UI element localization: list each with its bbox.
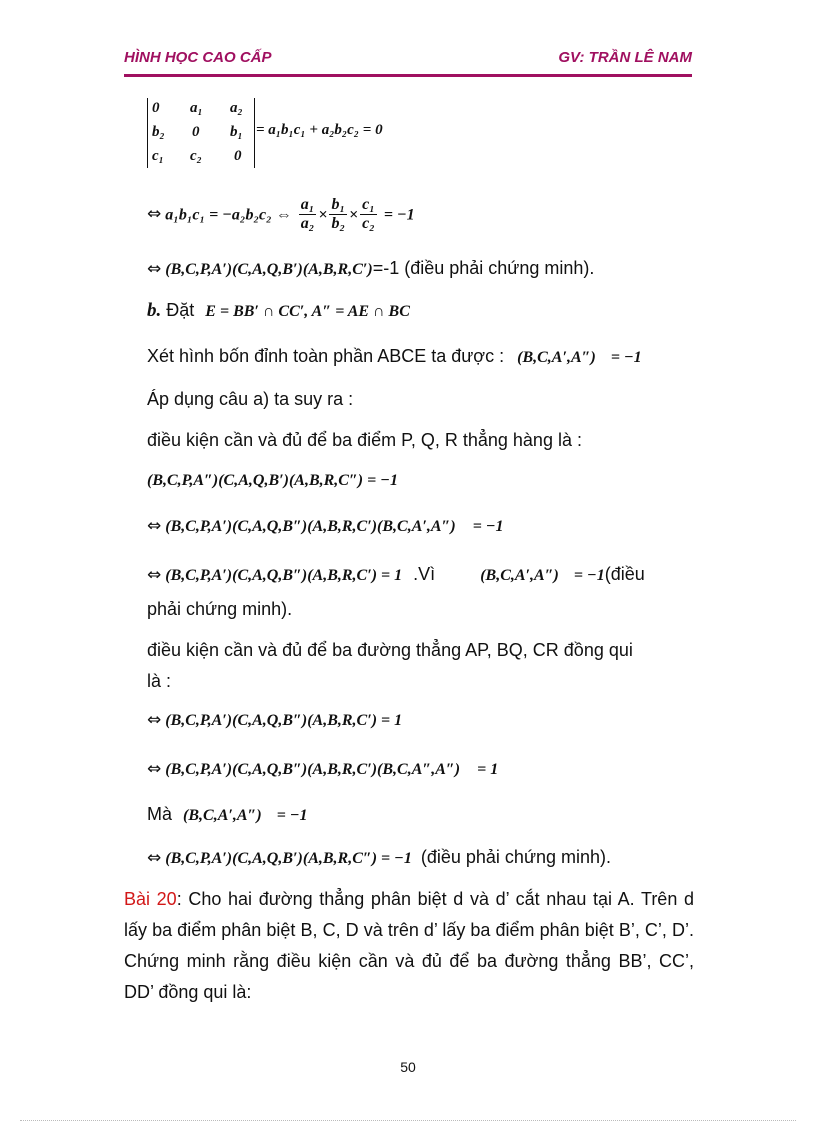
determinant-rhs: = a₁b₁c₁ + a₂b₂c₂ = 0: [256, 122, 383, 138]
equation-tail: =-1 (điều phải chứng minh).: [372, 258, 595, 278]
equation-1: ⇔ a₁b₁c₁ = −a₂b₂c₂ ⇔ $\frac{\text{a₁}}{\text{a₂}}$ × $\frac{\text{b₁}}{\text{b₂}}$ × $\frac{\text{c₁}}{\text{c₂}}$ = −1: [147, 196, 415, 232]
ma-line: Mà (B,C,A′,A″) = −1: [147, 804, 308, 824]
line-3b: phải chứng minh).: [147, 599, 293, 619]
fraction: $\frac{\text{c₁}}{\text{c₂}}$: [362, 196, 375, 232]
xet-text: Xét hình bốn đỉnh toàn phần ABCE ta được :: [147, 346, 505, 366]
fraction: $\frac{\text{b₁}}{\text{b₂}}$: [331, 196, 346, 232]
equation-part: a₁b₁c₁ = −a₂b₂c₂ ⇔: [165, 206, 292, 224]
det-cell: c₂: [190, 148, 202, 164]
dieukien-1: điều kiện cần và đủ để ba điểm P, Q, R thẳng hàng là :: [147, 430, 582, 450]
math-expression: (B,C,P,A′)(C,A,Q,B″)(A,B,R,C′)(B,C,A′,A″): [165, 518, 456, 535]
math-expression: (B,C,A′,A″): [480, 567, 559, 584]
det-cell: 0: [152, 100, 160, 116]
det-cell: b₂: [152, 124, 165, 140]
part-b-label: b.: [147, 300, 162, 321]
det-cell: a₂: [230, 100, 243, 116]
math-expression: (B,C,A′,A″): [183, 807, 262, 824]
line-3: ⇔ (B,C,P,A′)(C,A,Q,B″)(A,B,R,C′) = 1 .Vì (B,C,A′,A″) = −1(điều: [147, 564, 645, 585]
dieukien-2b: là :: [147, 671, 172, 691]
dieukien-2: điều kiện cần và đủ để ba đường thẳng AP, BQ, CR đồng qui: [147, 640, 633, 660]
math-expression: (B,C,P,A″)(C,A,Q,B′)(A,B,R,C″) = −1: [147, 472, 398, 489]
determinant: [147, 98, 255, 168]
header-title: HÌNH HỌC CAO CẤP: [124, 49, 272, 66]
header-author: GV: TRẦN LÊ NAM: [558, 49, 692, 66]
det-cell: b₁: [230, 124, 243, 140]
line-4: ⇔ (B,C,P,A′)(C,A,Q,B″)(A,B,R,C′) = 1: [147, 710, 403, 730]
math-expression: (B,C,P,A′)(C,A,Q,B″)(A,B,R,C′)(B,C,A″,A″): [165, 761, 461, 778]
apdung-line: Áp dụng câu a) ta suy ra :: [147, 389, 354, 409]
line-5: ⇔ (B,C,P,A′)(C,A,Q,B″)(A,B,R,C′)(B,C,A″,A″) = 1: [147, 759, 499, 779]
det-cell: c₁: [152, 148, 164, 164]
exercise-text: : Cho hai đường thẳng phân biệt d và d’ cắt nhau tại A. Trên d lấy ba điểm phân biệt B, C, D và trên d’ lấy ba điểm phân biệt B’, C’, D’. Chứng minh rằng điều kiện cần và đủ để ba đường thẳng BB’, CC’, DD’ đồng qui là:: [124, 889, 694, 1002]
page-header: [124, 44, 692, 77]
math-expression: (B,C,P,A′)(C,A,Q,B″)(A,B,R,C′) = 1: [165, 712, 403, 729]
equiv-symbol: ⇔: [147, 204, 162, 225]
math-expression: E = BB′ ∩ CC′, A″ = AE ∩ BC: [205, 303, 410, 320]
equation-2: ⇔ (B,C,P,A′)(C,A,Q,B′)(A,B,R,C′)=-1 (điều phải chứng minh).: [147, 258, 595, 279]
fraction: $\frac{\text{a₁}}{\text{a₂}}$: [300, 196, 315, 232]
part-b-line: [147, 299, 410, 323]
equation-part: = −1: [383, 206, 415, 224]
part-b-word: Đặt: [166, 300, 195, 320]
math-expression: (B,C,P,A′)(C,A,Q,B′)(A,B,R,C′): [165, 261, 373, 278]
line-2: ⇔ (B,C,P,A′)(C,A,Q,B″)(A,B,R,C′)(B,C,A′,A″) = −1: [147, 516, 504, 536]
page-number: 50: [400, 1059, 416, 1075]
xet-line: Xét hình bốn đỉnh toàn phần ABCE ta được : (B,C,A′,A″) = −1: [147, 346, 642, 366]
line-1: [147, 468, 398, 492]
math-expression: (B,C,P,A′)(C,A,Q,B″)(A,B,R,C′) = 1: [165, 567, 403, 584]
footer-divider: [20, 1120, 796, 1121]
math-expression: (B,C,A′,A″): [517, 349, 596, 366]
line-6: ⇔ (B,C,P,A′)(C,A,Q,B′)(A,B,R,C″) = −1 (điều phải chứng minh).: [147, 847, 612, 868]
math-expression: (B,C,P,A′)(C,A,Q,B′)(A,B,R,C″) = −1: [165, 850, 412, 867]
det-cell: a₁: [190, 100, 203, 116]
det-cell: 0: [192, 124, 200, 140]
det-cell: 0: [234, 148, 242, 164]
exercise-20: [124, 884, 694, 1008]
exercise-label: Bài 20: [124, 889, 177, 909]
